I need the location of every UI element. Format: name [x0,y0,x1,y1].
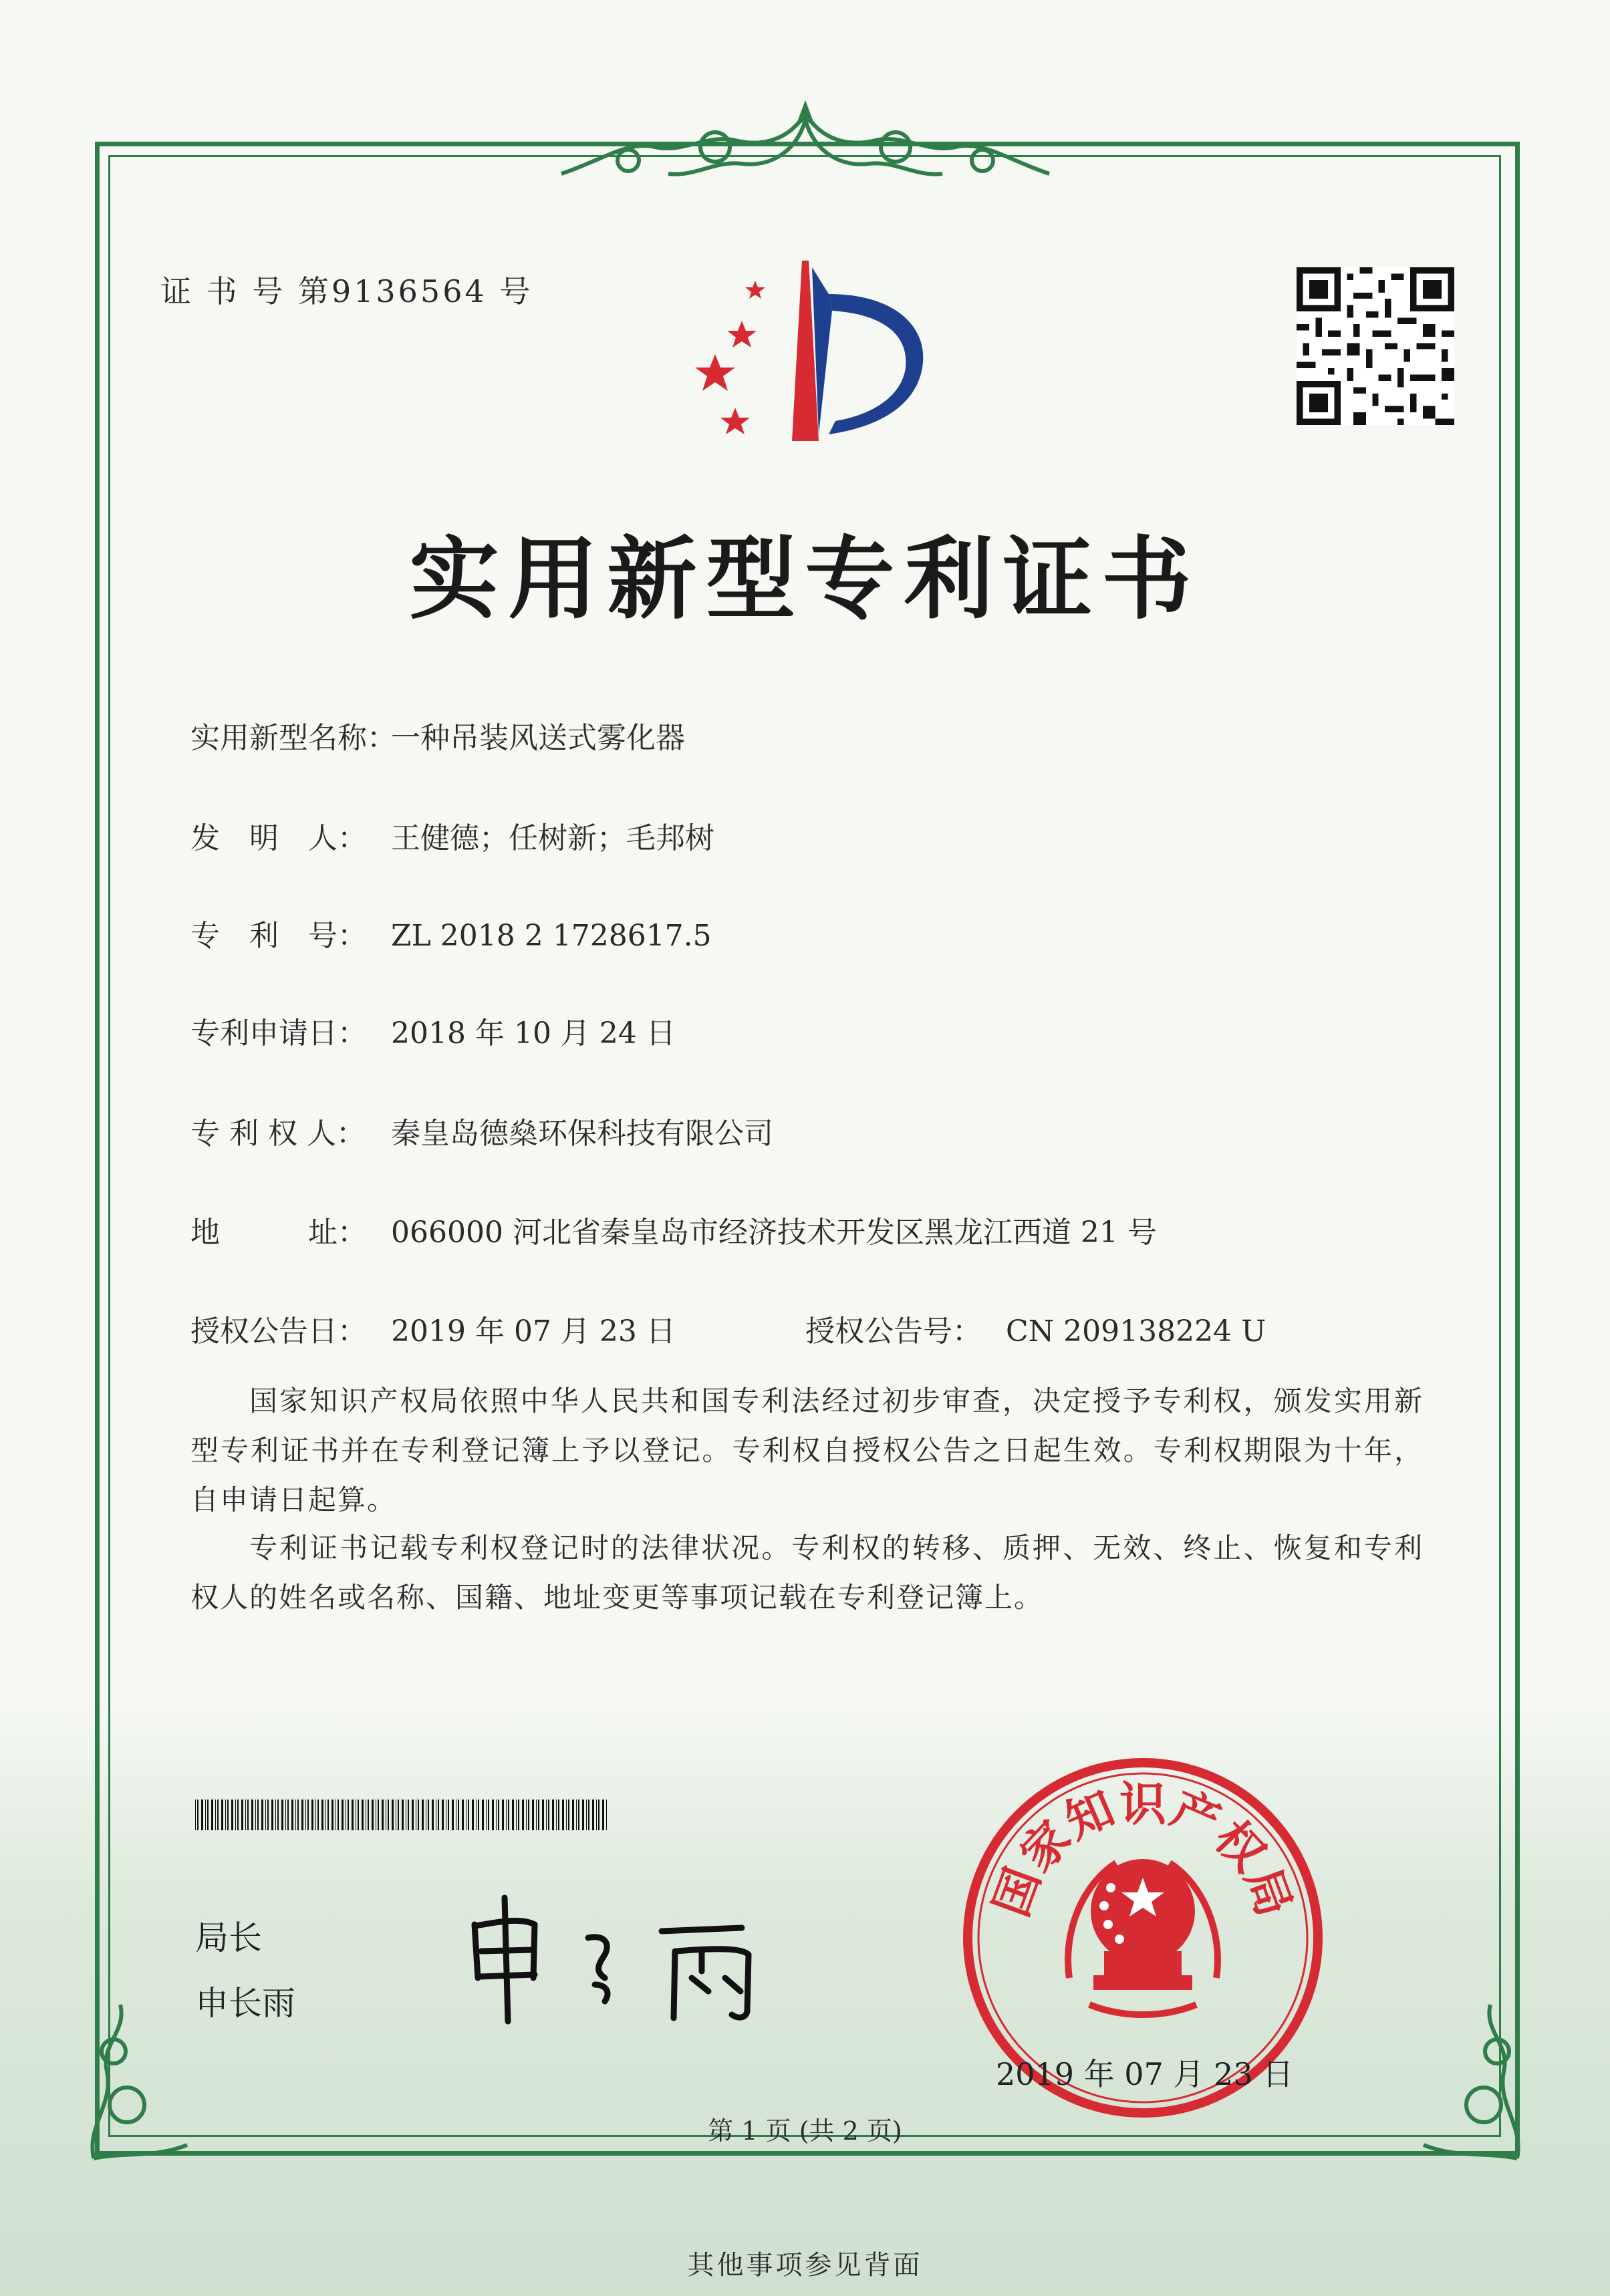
barcode-bar [452,1800,454,1830]
barcode-bar [496,1800,497,1830]
seal-character: 国 [983,1860,1051,1924]
barcode-bar [402,1800,404,1830]
barcode-bar [472,1800,474,1830]
barcode-bar [295,1800,296,1830]
barcode-bar [576,1800,577,1830]
barcode-bar [257,1800,259,1830]
barcode-bar [388,1800,389,1830]
barcode-bar [582,1800,584,1830]
barcode-bar [518,1800,519,1830]
barcode-bar [287,1800,289,1830]
signature-icon [461,1884,822,2025]
barcode-bar [602,1800,604,1830]
barcode-bar [251,1800,253,1830]
barcode-bar [542,1800,544,1830]
field-grant-number [805,1307,1266,1350]
barcode-bar [362,1800,364,1830]
field-value: CN 209138224 U [1006,1314,1266,1348]
barcode-bar [237,1800,239,1830]
director-name: 申长雨 [195,1984,295,2023]
barcode-bar [225,1800,226,1830]
seal-character: 产 [1163,1780,1228,1850]
barcode-bar [331,1800,333,1830]
barcode-bar [438,1800,439,1830]
barcode-bar [317,1800,319,1830]
barcode-bar [358,1800,359,1830]
barcode-bar [241,1800,243,1830]
field-label: 发 明 人： [190,821,367,855]
barcode-bar [572,1800,574,1830]
barcode-bar [578,1800,579,1830]
barcode-bar [195,1800,196,1830]
barcode-bar [261,1800,263,1830]
field-value: 066000 河北省秦皇岛市经济技术开发区黑龙江西道 21 号 [391,1215,1157,1250]
qr-code-icon [1297,267,1454,425]
barcode-bar [568,1800,569,1830]
barcode-bar [516,1800,517,1830]
director-title: 局长 [195,1918,262,1957]
barcode-bar [398,1800,399,1830]
barcode-bar [205,1800,206,1830]
field-inventors [190,814,714,857]
field-value: 一种吊装风送式雾化器 [391,721,685,755]
barcode-bar [606,1800,607,1830]
barcode-bar [506,1800,507,1830]
barcode-bar [311,1800,313,1830]
barcode-bar [352,1800,354,1830]
barcode-bar [556,1800,557,1830]
barcode-bar [227,1800,229,1830]
barcode-bar [586,1800,587,1830]
field-patent-number [190,911,712,954]
barcode-bar [211,1800,213,1830]
field-label: 专 利 号： [190,919,367,953]
barcode-bar [297,1800,299,1830]
barcode-bar [508,1800,509,1830]
field-label: 授权公告号： [805,1314,982,1348]
barcode-bar [301,1800,303,1830]
barcode-bar [468,1800,469,1830]
barcode-bar [412,1800,414,1830]
barcode-bar [478,1800,479,1830]
field-value: ZL 2018 2 1728617.5 [391,919,712,953]
barcode-bar [392,1800,394,1830]
field-utility-name [190,714,685,756]
barcode-bar [538,1800,539,1830]
page-number: 第 1 页 (共 2 页) [708,2116,902,2146]
barcode-bar [231,1800,233,1830]
barcode-bar [462,1800,464,1830]
barcode-bar [221,1800,223,1830]
barcode-bar [307,1800,309,1830]
barcode-bar [285,1800,286,1830]
barcode-bar [342,1800,344,1830]
barcode-bar [382,1800,384,1830]
top-ornament-icon [548,100,1063,187]
field-label: 授权公告日： [190,1314,367,1348]
barcode-bar [558,1800,559,1830]
barcode-bar [448,1800,449,1830]
barcode-bar [532,1800,534,1830]
field-label: 专 利 权 人： [190,1117,366,1151]
barcode-bar [368,1800,369,1830]
barcode-bar [492,1800,494,1830]
barcode-bar [255,1800,256,1830]
field-patentee [190,1109,773,1152]
barcode-bar [291,1800,293,1830]
barcode-bar [305,1800,306,1830]
field-label: 地 址： [190,1215,367,1250]
seal-date: 2019 年 07 月 23 日 [996,2056,1294,2092]
field-value: 秦皇岛德燊环保科技有限公司 [391,1117,773,1151]
barcode-bar [528,1800,529,1830]
barcode-bar [217,1800,219,1830]
barcode-bar [267,1800,269,1830]
barcode-bar [536,1800,537,1830]
barcode-bar [546,1800,547,1830]
seal-character: 知 [1057,1780,1123,1850]
barcode-bar [596,1800,597,1830]
certificate-title: 实用新型专利证书 [409,526,1201,631]
field-grant-date [190,1307,676,1350]
seal-character: 识 [1119,1777,1166,1832]
seal-character: 家 [1009,1810,1082,1882]
field-value: 2019 年 07 月 23 日 [391,1314,676,1348]
barcode-bar [275,1800,276,1830]
barcode-bar [265,1800,266,1830]
field-value: 王健德；任树新；毛邦树 [391,821,714,855]
barcode-bar [458,1800,459,1830]
barcode-bar [482,1800,484,1830]
barcode-bar [215,1800,216,1830]
barcode-icon [195,1800,610,1830]
field-label: 专利申请日： [190,1016,367,1050]
barcode-bar [201,1800,203,1830]
barcode-bar [522,1800,524,1830]
barcode-bar [592,1800,594,1830]
barcode-bar [598,1800,599,1830]
barcode-bar [442,1800,444,1830]
barcode-bar [372,1800,374,1830]
barcode-bar [235,1800,236,1830]
barcode-bar [552,1800,554,1830]
patent-office-logo-icon [675,254,942,454]
paragraph-grant-statement: 国家知识产权局依照中华人民共和国专利法经过初步审查，决定授予专利权，颁发实用新型专利证书并在专利登记簿上予以登记。专利权自授权公告之日起生效。专利权期限为十年，自申请日起算。 [190,1385,1424,1516]
barcode-bar [245,1800,246,1830]
certificate-number: 证 书 号 第9136564 号 [160,273,533,309]
barcode-bar [327,1800,329,1830]
field-value: 2018 年 10 月 24 日 [391,1016,676,1050]
field-address [190,1208,1157,1251]
barcode-bar [325,1800,326,1830]
barcode-bar [512,1800,514,1830]
barcode-bar [247,1800,249,1830]
barcode-bar [207,1800,209,1830]
barcode-bar [432,1800,434,1830]
barcode-bar [197,1800,198,1830]
barcode-bar [338,1800,339,1830]
barcode-bar [281,1800,283,1830]
seal-character: 权 [1204,1810,1277,1882]
paragraph-legal-status: 专利证书记载专利权登记时的法律状况。专利权的转移、质押、无效、终止、恢复和专利权人的姓名或名称、国籍、地址变更等事项记载在专利登记簿上。 [190,1532,1424,1614]
barcode-bar [562,1800,564,1830]
barcode-bar [408,1800,409,1830]
barcode-bar [315,1800,316,1830]
barcode-bar [428,1800,429,1830]
field-label: 实用新型名称： [190,721,396,755]
barcode-bar [498,1800,499,1830]
barcode-bar [422,1800,424,1830]
barcode-bar [526,1800,527,1830]
barcode-bar [488,1800,489,1830]
barcode-bar [418,1800,419,1830]
footer-note: 其他事项参见背面 [687,2250,923,2281]
barcode-bar [378,1800,379,1830]
barcode-bar [277,1800,279,1830]
barcode-bar [502,1800,504,1830]
barcode-bar [321,1800,323,1830]
barcode-bar [548,1800,549,1830]
barcode-bar [348,1800,349,1830]
barcode-bar [566,1800,567,1830]
seal-character: 局 [1234,1860,1303,1924]
field-application-date [190,1009,676,1052]
barcode-bar [486,1800,487,1830]
barcode-bar [271,1800,273,1830]
barcode-bar [476,1800,477,1830]
barcode-bar [588,1800,589,1830]
